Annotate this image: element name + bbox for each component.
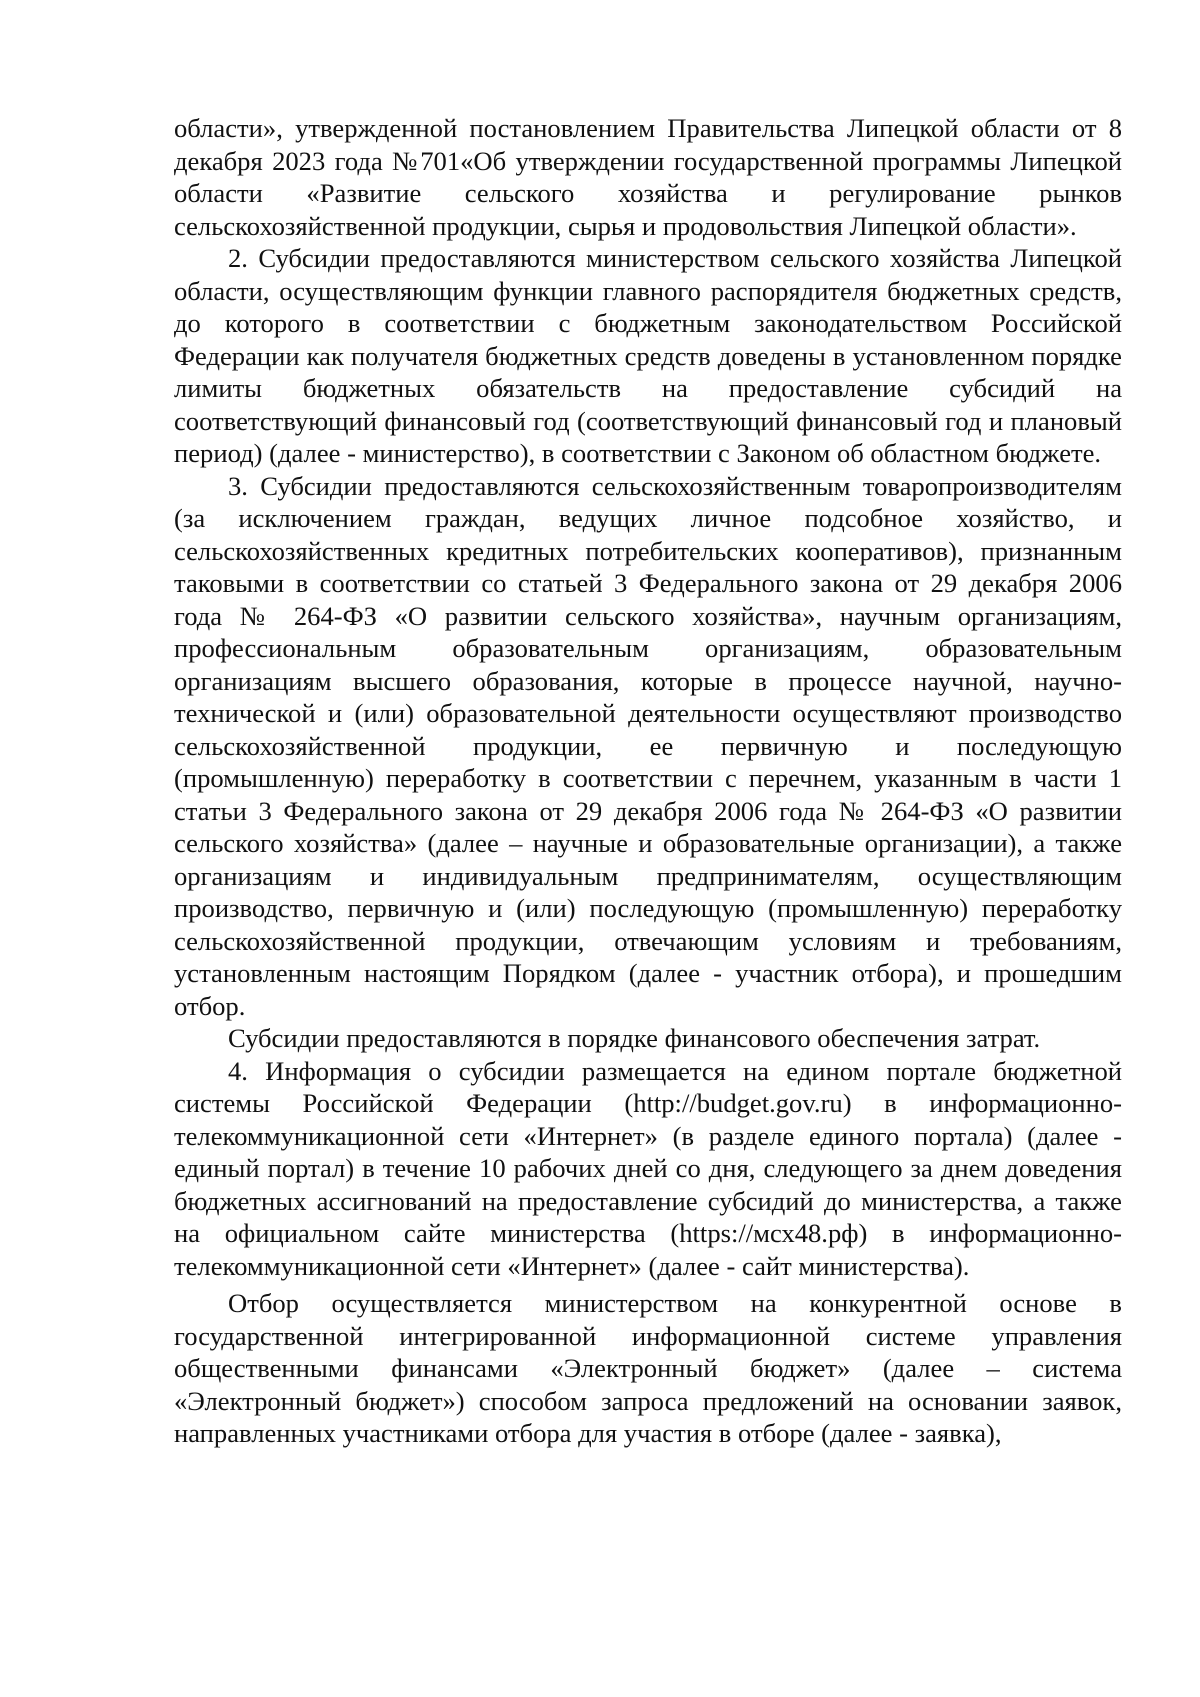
paragraph-item-4: 4. Информация о субсидии размещается на едином портале бюджетной системы Российской Федерации (http://budget.gov.ru) в информационно-телекоммуникационной сети «Интернет» (в разделе единого портала) (далее - единый портал) в течение 10 рабочих дней со дня, следующего за днем доведения бюджетных ассигнований на предоставление субсидий до министерства, а также на официальном сайте министерства (https://мсх48.рф) в информационно-телекоммуникационной сети «Интернет» (далее - сайт министерства). [174, 1055, 1122, 1281]
paragraph-selection: Отбор осуществляется министерством на конкурентной основе в государственной интегрированной информационной системе управления общественными финансами «Электронный бюджет» (далее – система «Электронный бюджет») способом запроса предложений на основании заявок, направленных участниками отбора для участия в отборе (далее - заявка), [174, 1288, 1122, 1448]
paragraph-item-2: 2. Субсидии предоставляются министерством сельского хозяйства Липецкой области, осуществляющим функции главного распорядителя бюджетных средств, до которого в соответствии с бюджетным законодательством Российской Федерации как получателя бюджетных средств доведены в установленном порядке лимиты бюджетных обязательств на предоставление субсидий на соответствующий финансовый год (соответствующий финансовый год и плановый период) (далее - министерство), в соответствии с Законом об областном бюджете. [174, 243, 1122, 468]
paragraph-item-3: 3. Субсидии предоставляются сельскохозяйственным товаропроизводителям (за исключением граждан, ведущих личное подсобное хозяйство, и сельскохозяйственных кредитных потребительских кооперативов), признанным таковыми в соответствии со статьей 3 Федерального закона от 29 декабря 2006 года № 264-ФЗ «О развитии сельского хозяйства», научным организациям, профессиональным образовательным организациям, образовательным организациям высшего образования, которые в процессе научной, научно-технической и (или) образовательной деятельности осуществляют производство сельскохозяйственной продукции, ее первичную и последующую (промышленную) переработку в соответствии с перечнем, указанным в части 1 статьи 3 Федерального закона от 29 декабря 2006 года № 264-ФЗ «О развитии сельского хозяйства» (далее – научные и образовательные организации), а также организациям и индивидуальным предпринимателям, осуществляющим производство, первичную и (или) последующую (промышленную) переработку сельскохозяйственной продукции, отвечающим условиям и требованиям, установленным настоящим Порядком (далее - участник отбора), и прошедшим отбор. [174, 470, 1122, 1021]
document-body [174, 112, 1122, 1450]
paragraph-financing: Субсидии предоставляются в порядке финансового обеспечения затрат. [228, 1023, 1041, 1053]
paragraph-program-reference: области», утвержденной постановлением Правительства Липецкой области от 8 декабря 2023 года №701«Об утверждении государственной программы Липецкой области «Развитие сельского хозяйства и регулирование рынков сельскохозяйственной продукции, сырья и продовольствия Липецкой области». [174, 113, 1122, 241]
